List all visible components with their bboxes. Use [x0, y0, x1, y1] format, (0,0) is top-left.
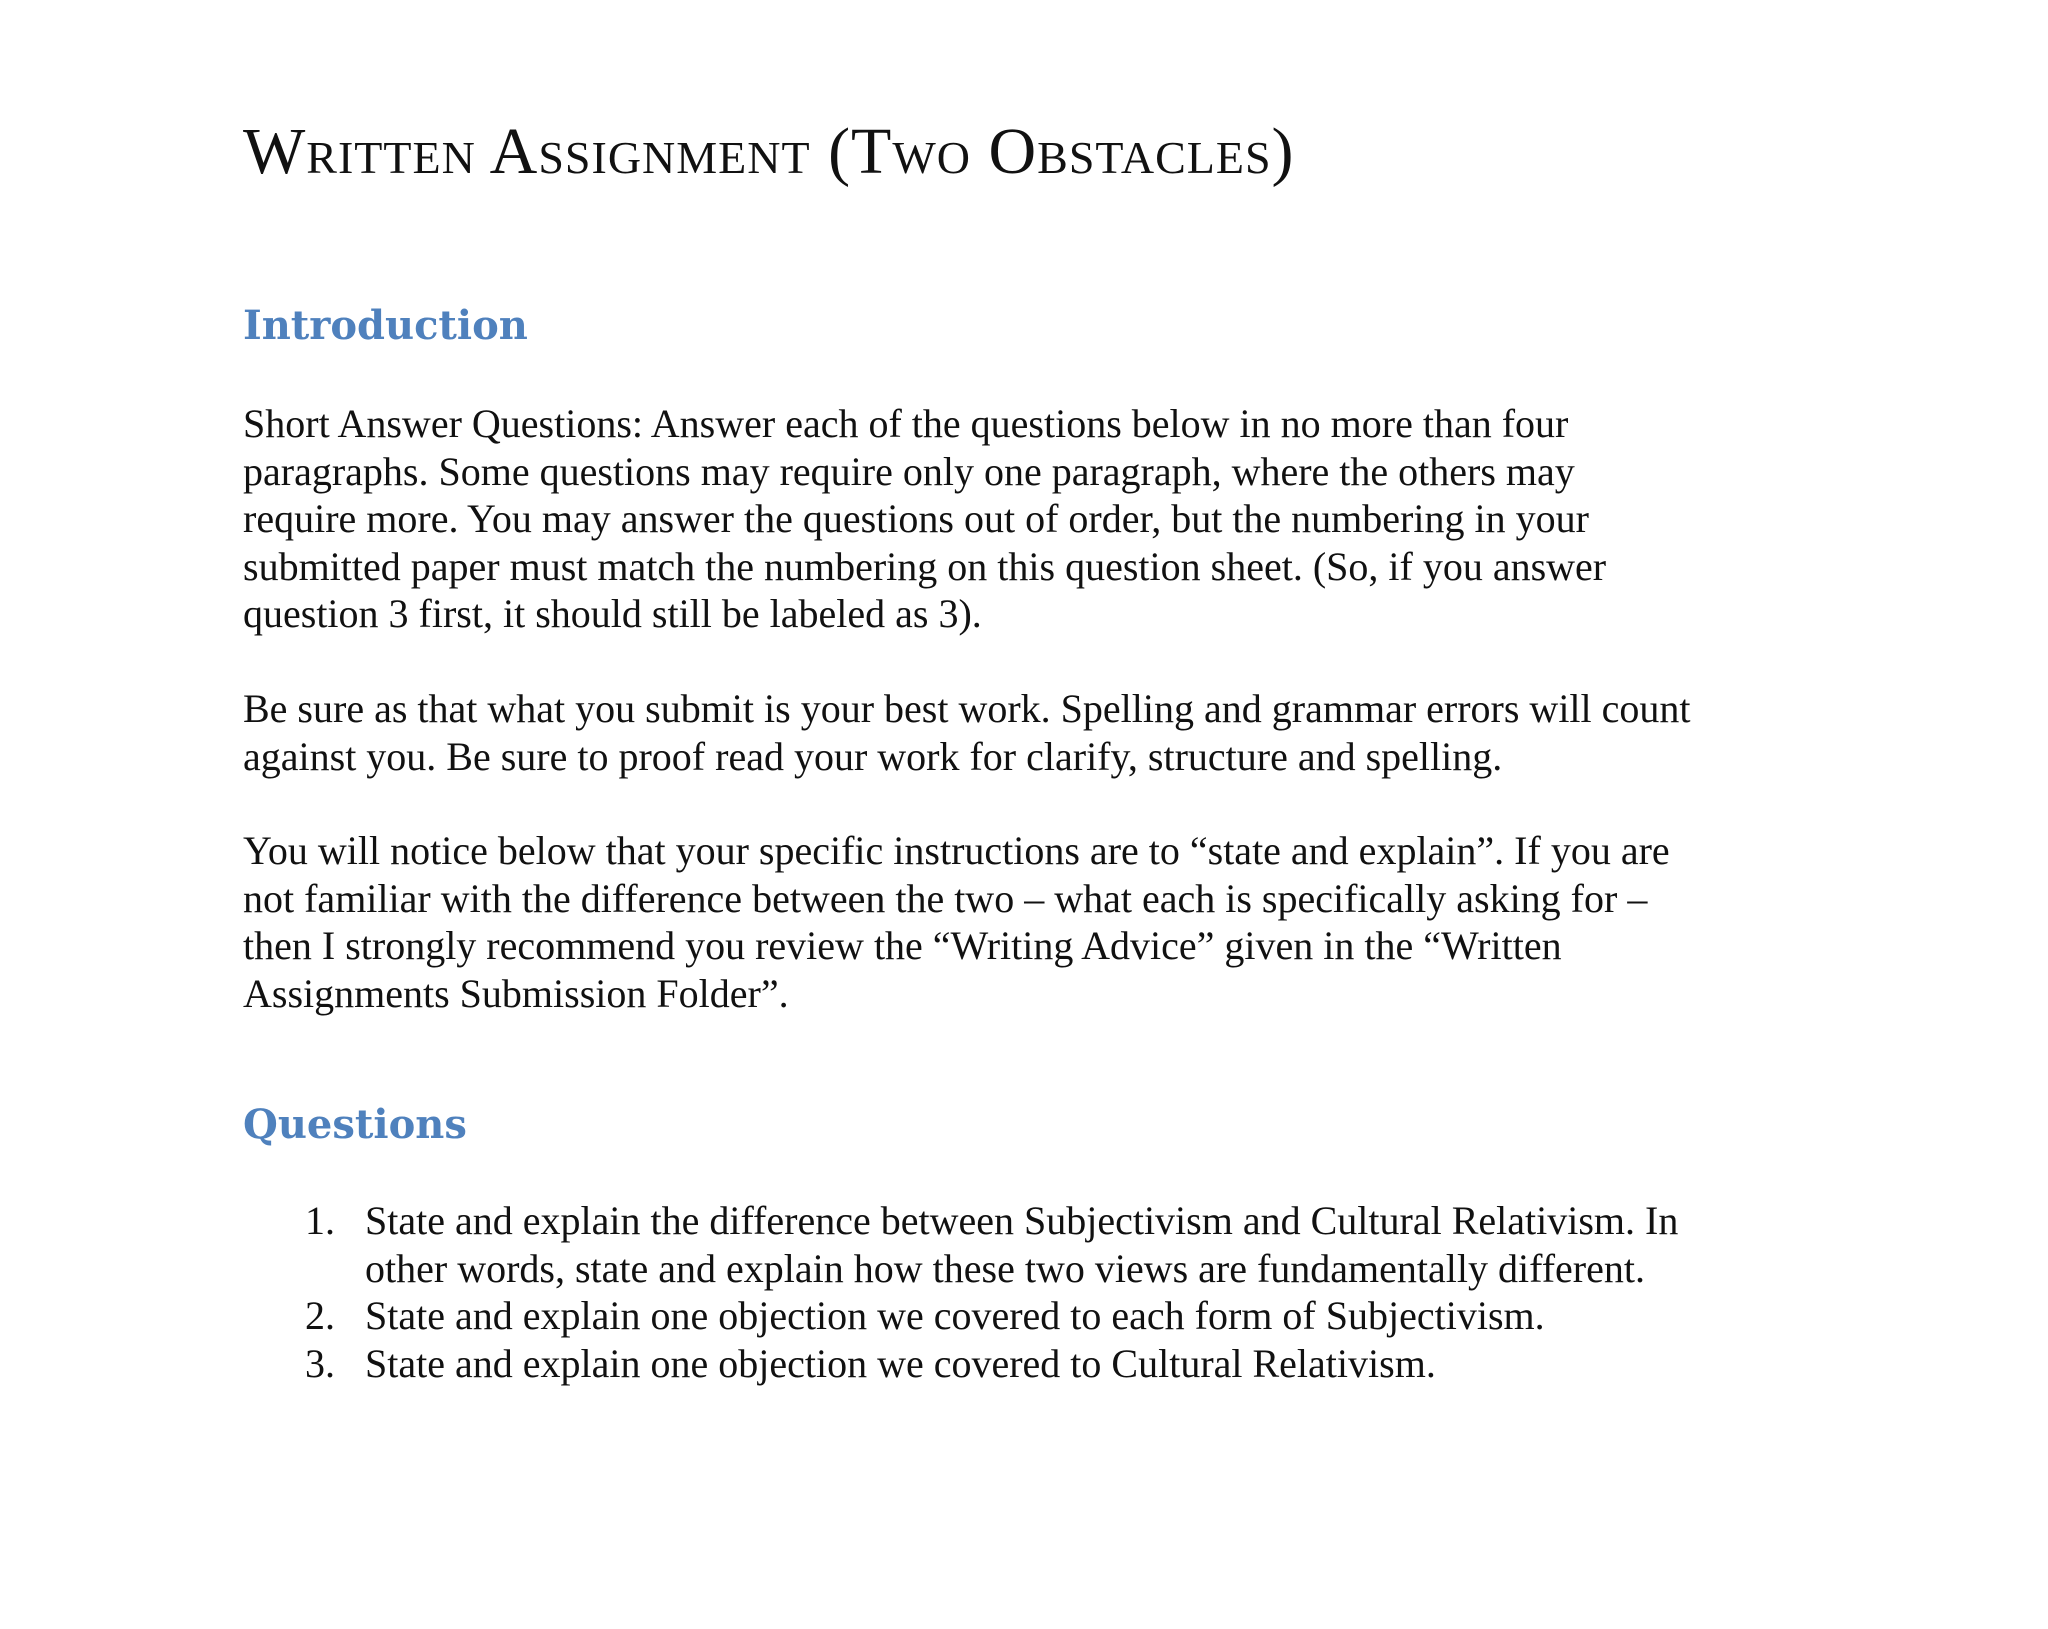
question-text-line: State and explain one objection we covered to each form of Subjectivism. [365, 1293, 1545, 1338]
text-line: question 3 first, it should still be labeled as 3). [243, 591, 982, 636]
text-line: against you. Be sure to proof read your work for clarify, structure and spelling. [243, 733, 1503, 779]
text-line: not familiar with the difference between the two – what each is specifically asking for – [243, 875, 1648, 921]
question-item [243, 1340, 1883, 1388]
intro-paragraph-advice [243, 827, 1883, 1017]
intro-paragraph-instructions [243, 400, 1883, 638]
text-line: submitted paper must match the numbering on this question sheet. (So, if you answer [243, 543, 1607, 589]
question-number: 2. [305, 1293, 335, 1338]
question-number: 1. [305, 1198, 335, 1243]
text-line: Short Answer Questions: Answer each of the questions below in no more than four [243, 401, 1569, 446]
questions-heading: Questions [243, 1101, 467, 1148]
document-title: Written Assignment (Two Obstacles) [243, 115, 1295, 188]
questions-list [243, 1197, 1883, 1387]
text-line: require more. You may answer the questions out of order, but the numbering in your [243, 496, 1589, 541]
question-number: 3. [305, 1340, 335, 1386]
question-text-line: State and explain the difference between Subjectivism and Cultural Relativism. In [365, 1198, 1679, 1243]
question-item [243, 1197, 1883, 1292]
introduction-heading: Introduction [243, 302, 528, 349]
text-line: Be sure as that what you submit is your best work. Spelling and grammar errors will count [243, 686, 1691, 731]
text-line: then I strongly recommend you review the “Writing Advice” given in the “Written [243, 923, 1562, 968]
text-line: paragraphs. Some questions may require only one paragraph, where the others may [243, 448, 1575, 494]
question-text-line: other words, state and explain how these two views are fundamentally different. [365, 1245, 1645, 1291]
question-item [243, 1292, 1883, 1340]
text-line: Assignments Submission Folder”. [243, 970, 789, 1016]
intro-paragraph-quality [243, 685, 1883, 780]
text-line: You will notice below that your specific instructions are to “state and explain”. If you are [243, 828, 1670, 873]
question-text-line: State and explain one objection we covered to Cultural Relativism. [365, 1340, 1436, 1386]
